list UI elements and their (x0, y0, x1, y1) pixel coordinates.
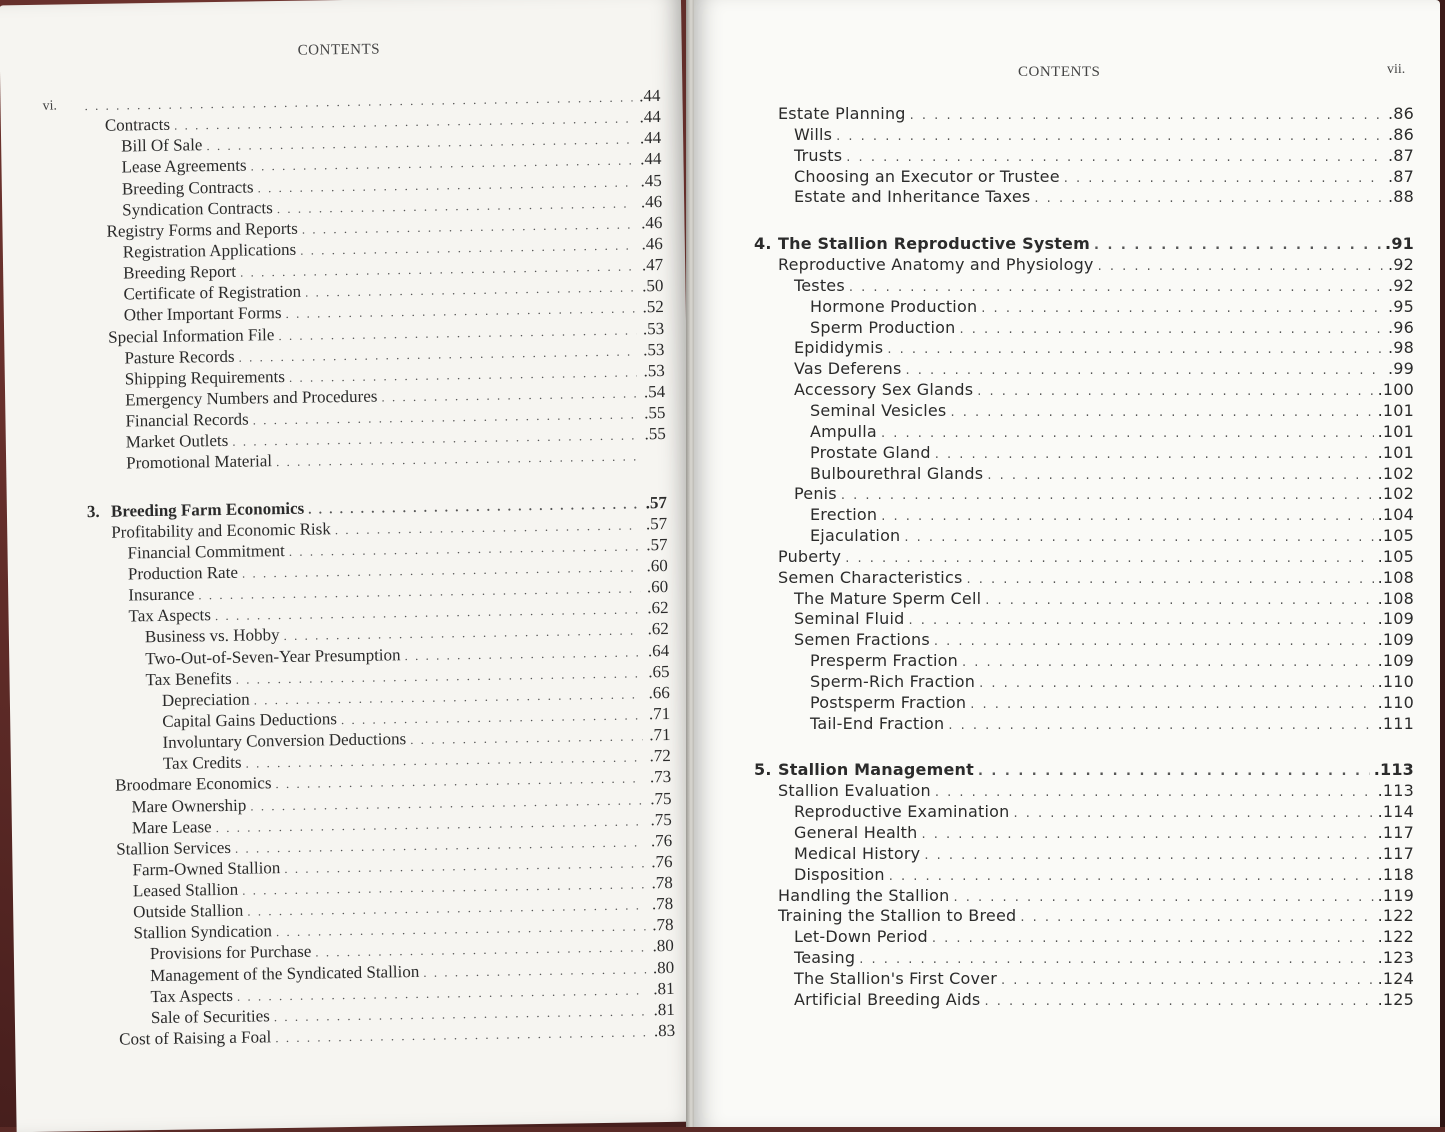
page-number: .75 (647, 787, 671, 809)
toc-entry (754, 609, 1414, 630)
entry-title: Teasing (794, 948, 855, 969)
toc-chapter-entry (754, 760, 1414, 781)
dot-leader (977, 382, 1373, 403)
chapter-number: 3. (87, 500, 111, 522)
toc-entry (754, 401, 1414, 422)
entry-title: Artificial Breeding Aids (794, 990, 980, 1011)
page-folio: vii. (1387, 62, 1405, 78)
dot-leader (1020, 908, 1373, 929)
toc-list (754, 104, 1414, 1011)
toc-entry (754, 318, 1414, 339)
entry-title: Breeding Contracts (122, 176, 254, 199)
entry-title: Penis (794, 484, 837, 505)
entry-title: Pasture Records (124, 345, 234, 368)
page-number: .86 (1388, 125, 1414, 146)
toc-entry (754, 547, 1414, 568)
entry-title: Provisions for Purchase (150, 941, 312, 965)
page-number: .86 (1388, 104, 1414, 125)
section-gap (754, 208, 1414, 234)
page-number: .47 (639, 254, 663, 276)
page-number: .50 (639, 275, 663, 297)
toc-entry (754, 359, 1414, 380)
page-number: .108 (1378, 589, 1414, 610)
page-number: .87 (1388, 167, 1414, 188)
dot-leader (935, 445, 1374, 466)
page-number: .80 (650, 935, 674, 957)
dot-leader (889, 867, 1374, 888)
entry-title: Choosing an Executor or Trustee (794, 167, 1060, 188)
page-number: .60 (644, 576, 668, 598)
entry-title: Seminal Fluid (794, 609, 905, 630)
entry-title: Breeding Farm Economics (111, 497, 305, 521)
dot-leader (962, 653, 1374, 674)
toc-entry (754, 865, 1414, 886)
page-number: .110 (1378, 693, 1414, 714)
dot-leader (934, 632, 1374, 653)
entry-title: Registration Applications (123, 239, 297, 263)
toc-entry (754, 802, 1414, 823)
page-number: .99 (1388, 359, 1414, 380)
dot-leader (1034, 189, 1384, 210)
page-number: .109 (1378, 651, 1414, 672)
entry-title: Tail-End Fraction (810, 714, 944, 735)
entry-title: Tax Aspects (128, 604, 211, 626)
entry-title: Leased Stallion (133, 879, 239, 902)
page-number: .113 (1378, 781, 1414, 802)
dot-leader (979, 674, 1373, 695)
page-number: .44 (637, 127, 661, 149)
dot-leader (948, 716, 1373, 737)
entry-title: Semen Characteristics (778, 568, 962, 589)
entry-title: Two-Out-of-Seven-Year Presumption (145, 644, 401, 669)
page-number: .105 (1378, 547, 1414, 568)
dot-leader (275, 1021, 647, 1048)
page-number: .108 (1378, 568, 1414, 589)
dot-leader (836, 127, 1384, 148)
dot-leader (935, 783, 1374, 804)
page-number: .105 (1378, 526, 1414, 547)
page-number: .71 (646, 703, 670, 725)
page-number: .122 (1378, 927, 1414, 948)
dot-leader (909, 611, 1374, 632)
dot-leader (1098, 257, 1384, 278)
entry-title: Sperm Production (810, 318, 955, 339)
dot-leader (959, 320, 1384, 341)
page-number: .110 (1378, 672, 1414, 693)
page-number: .117 (1378, 844, 1414, 865)
page-number: .45 (638, 170, 662, 192)
entry-title: Postsperm Fraction (810, 693, 966, 714)
toc-entry (754, 526, 1414, 547)
dot-leader (859, 950, 1373, 971)
entry-title: Emergency Numbers and Procedures (125, 385, 378, 410)
page-number: .101 (1378, 443, 1414, 464)
entry-title: Puberty (778, 547, 841, 568)
entry-title: Hormone Production (810, 297, 977, 318)
page-number: .53 (640, 318, 664, 340)
entry-title: Mare Ownership (131, 794, 246, 817)
entry-title: Tax Aspects (150, 985, 233, 1007)
page-number: .92 (1388, 276, 1414, 297)
dot-leader (966, 570, 1373, 591)
dot-leader (887, 340, 1384, 361)
entry-title: Depreciation (162, 688, 250, 711)
entry-title: Promotional Material (126, 451, 272, 474)
entry-title: Epididymis (794, 338, 883, 359)
toc-entry (754, 422, 1414, 443)
toc-entry (754, 781, 1414, 802)
entry-title: The Stallion's First Cover (794, 969, 997, 990)
dot-leader (904, 528, 1373, 549)
page-number: .53 (641, 360, 665, 382)
entry-title: Wills (794, 125, 832, 146)
entry-title: Outside Stallion (133, 900, 243, 923)
entry-title: Ejaculation (810, 526, 900, 547)
toc-entry (754, 276, 1414, 297)
toc-entry (754, 927, 1414, 948)
entry-title: Tax Credits (163, 752, 242, 774)
toc-entry (754, 255, 1414, 276)
toc-entry (754, 443, 1414, 464)
toc-entry (754, 906, 1414, 927)
toc-entry (754, 505, 1414, 526)
right-page (694, 0, 1440, 1127)
toc-list (80, 85, 675, 1050)
toc-entry (754, 672, 1414, 693)
page-number: .114 (1378, 802, 1414, 823)
entry-title: Estate Planning (778, 104, 906, 125)
running-head: CONTENTS (298, 41, 381, 59)
dot-leader (881, 507, 1373, 528)
page-folio: vi. (42, 99, 57, 115)
left-page (0, 0, 699, 1132)
entry-title: Breeding Report (123, 261, 236, 284)
toc-entry (754, 146, 1414, 167)
dot-leader (906, 361, 1384, 382)
dot-leader (921, 825, 1373, 846)
entry-title: Financial Commitment (127, 540, 285, 564)
page-number: .62 (644, 597, 668, 619)
entry-title: Production Rate (128, 562, 238, 585)
page-number: .46 (638, 212, 662, 234)
section-gap (754, 734, 1414, 760)
entry-title: Erection (810, 505, 877, 526)
dot-leader (987, 466, 1373, 487)
page-number: .78 (649, 893, 673, 915)
entry-title: Accessory Sex Glands (794, 380, 973, 401)
entry-title: Involuntary Conversion Deductions (162, 728, 406, 753)
page-number: .109 (1378, 630, 1414, 651)
entry-title: Special Information File (108, 324, 274, 348)
page-number: .44 (636, 85, 660, 107)
page-number: .60 (644, 555, 668, 577)
page-number: .104 (1378, 505, 1414, 526)
page-number: .83 (651, 1020, 675, 1042)
entry-title: Trusts (794, 146, 842, 167)
page-number: .98 (1388, 338, 1414, 359)
page-number: .124 (1378, 969, 1414, 990)
entry-title: The Mature Sperm Cell (794, 589, 981, 610)
page-number: .72 (647, 745, 671, 767)
dot-leader (846, 148, 1384, 169)
toc-entry (754, 630, 1414, 651)
dot-leader (970, 695, 1373, 716)
entry-title: Disposition (794, 865, 885, 886)
toc-chapter-entry (754, 234, 1414, 255)
toc-entry (754, 187, 1414, 208)
page-number: .46 (639, 233, 663, 255)
entry-title: Prostate Gland (810, 443, 931, 464)
page-number: .101 (1378, 422, 1414, 443)
toc-entry (754, 823, 1414, 844)
entry-title: Capital Gains Deductions (162, 708, 337, 732)
entry-title: Market Outlets (126, 430, 229, 453)
toc-entry (754, 948, 1414, 969)
page-number: .119 (1378, 886, 1414, 907)
page-number: .125 (1378, 990, 1414, 1011)
page-number: .55 (642, 423, 666, 445)
entry-title: Farm-Owned Stallion (132, 857, 280, 880)
page-number: .64 (645, 639, 669, 661)
toc-entry (754, 464, 1414, 485)
dot-leader (984, 992, 1373, 1013)
page-number: .100 (1378, 380, 1414, 401)
page-number: .57 (643, 492, 667, 514)
dot-leader (910, 106, 1384, 127)
entry-title: Presperm Fraction (810, 651, 958, 672)
dot-leader (1001, 971, 1374, 992)
chapter-number: 5. (754, 760, 778, 781)
page-number: .76 (648, 830, 672, 852)
page-number: .76 (648, 851, 672, 873)
dot-leader (881, 424, 1374, 445)
entry-title: Testes (794, 276, 845, 297)
page-number: .101 (1378, 401, 1414, 422)
dot-leader (932, 929, 1374, 950)
page-number: .95 (1388, 297, 1414, 318)
entry-title: Stallion Services (116, 837, 231, 860)
page-number: .81 (650, 978, 674, 1000)
toc-entry (754, 969, 1414, 990)
dot-leader (924, 846, 1373, 867)
page-number: .122 (1378, 906, 1414, 927)
entry-title: Shipping Requirements (125, 366, 285, 390)
entry-title: Reproductive Examination (794, 802, 1009, 823)
toc-entry (754, 125, 1414, 146)
entry-title: Let-Down Period (794, 927, 928, 948)
page-number: .44 (637, 148, 661, 170)
toc-entry (754, 844, 1414, 865)
entry-title: Stallion Evaluation (778, 781, 931, 802)
entry-title: Broodmare Economics (115, 773, 272, 797)
entry-title: Semen Fractions (794, 630, 930, 651)
dot-leader (1094, 236, 1381, 257)
dot-leader (978, 762, 1370, 783)
page-number: .78 (649, 914, 673, 936)
entry-title: The Stallion Reproductive System (778, 234, 1090, 255)
toc-entry (754, 338, 1414, 359)
page-number: .91 (1385, 234, 1414, 255)
entry-title: Ampulla (810, 422, 877, 443)
page-number: .78 (649, 872, 673, 894)
dot-leader (953, 888, 1373, 909)
entry-title: Reproductive Anatomy and Physiology (778, 255, 1094, 276)
entry-title: Mare Lease (132, 816, 212, 838)
entry-title: Vas Deferens (794, 359, 902, 380)
page-number: .66 (646, 682, 670, 704)
page-number: .80 (650, 957, 674, 979)
dot-leader (1064, 169, 1384, 190)
toc-entry (754, 651, 1414, 672)
page-number: .65 (645, 661, 669, 683)
entry-title: Registry Forms and Reports (106, 218, 298, 242)
toc-entry (754, 104, 1414, 125)
page-number: .44 (637, 106, 661, 128)
entry-title: Stallion Management (778, 760, 974, 781)
page-number: .92 (1388, 255, 1414, 276)
entry-title: Estate and Inheritance Taxes (794, 187, 1030, 208)
toc-entry (754, 589, 1414, 610)
page-number: .113 (1374, 760, 1414, 781)
page-number: .62 (645, 618, 669, 640)
entry-title: Sale of Securities (151, 1005, 270, 1028)
toc-entry (754, 990, 1414, 1011)
page-number: .88 (1388, 187, 1414, 208)
dot-leader (950, 403, 1373, 424)
page-number: .73 (647, 766, 671, 788)
entry-title: Seminal Vesicles (810, 401, 946, 422)
page-number: .53 (640, 339, 664, 361)
entry-title: Syndication Contracts (122, 197, 273, 221)
dot-leader (1013, 804, 1373, 825)
entry-title: Tax Benefits (145, 667, 231, 690)
page-number: .71 (646, 724, 670, 746)
page-number: .81 (651, 999, 675, 1021)
entry-title: Cost of Raising a Foal (119, 1026, 271, 1050)
entry-title: Stallion Syndication (133, 921, 272, 944)
entry-title: Bulbourethral Glands (810, 464, 983, 485)
toc-entry (754, 297, 1414, 318)
toc-entry (754, 568, 1414, 589)
page-number: .102 (1378, 484, 1414, 505)
page-number: .96 (1388, 318, 1414, 339)
dot-leader (849, 278, 1384, 299)
chapter-number: 4. (754, 234, 778, 255)
page-number: .57 (643, 513, 667, 535)
toc-entry (754, 886, 1414, 907)
page-number: .109 (1378, 609, 1414, 630)
toc-entry (754, 167, 1414, 188)
toc-entry (754, 714, 1414, 735)
entry-title: Financial Records (125, 409, 249, 432)
page-number: .46 (638, 191, 662, 213)
page-number: .118 (1378, 865, 1414, 886)
page-number: .102 (1378, 464, 1414, 485)
page-number: .55 (641, 402, 665, 424)
toc-entry (754, 380, 1414, 401)
dot-leader (985, 591, 1373, 612)
entry-title: Certificate of Registration (123, 281, 301, 305)
entry-title: Contracts (105, 114, 170, 136)
entry-title: General Health (794, 823, 917, 844)
page-number: .123 (1378, 948, 1414, 969)
page-number: .111 (1378, 714, 1414, 735)
running-head: CONTENTS (1018, 64, 1100, 81)
entry-title: Medical History (794, 844, 920, 865)
page-number: .57 (643, 534, 667, 556)
dot-leader (981, 299, 1384, 320)
page-number: .75 (648, 809, 672, 831)
page-number: .54 (641, 381, 665, 403)
page-number: .52 (640, 296, 664, 318)
entry-title: Profitability and Economic Risk (111, 518, 331, 543)
toc-entry (754, 693, 1414, 714)
dot-leader (841, 486, 1374, 507)
entry-title: Sperm-Rich Fraction (810, 672, 975, 693)
entry-title: Management of the Syndicated Stallion (150, 961, 419, 986)
entry-title: Bill Of Sale (121, 135, 203, 157)
page-number: .117 (1378, 823, 1414, 844)
dot-leader (845, 549, 1373, 570)
entry-title: Lease Agreements (121, 155, 246, 178)
toc-entry (754, 484, 1414, 505)
entry-title: Training the Stallion to Breed (778, 906, 1016, 927)
page-number: .87 (1388, 146, 1414, 167)
entry-title: Insurance (128, 584, 194, 606)
entry-title: Handling the Stallion (778, 886, 949, 907)
entry-title: Business vs. Hobby (145, 624, 280, 647)
entry-title: Other Important Forms (124, 302, 282, 326)
